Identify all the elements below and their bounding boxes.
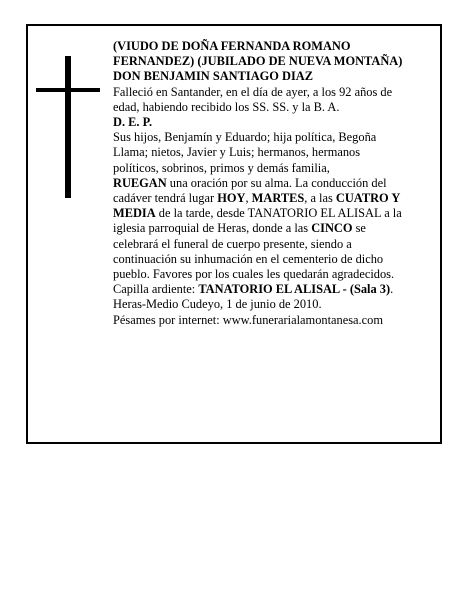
cross-horizontal-bar bbox=[36, 88, 100, 92]
ruegan-text: RUEGAN bbox=[113, 175, 167, 190]
obituary-text bbox=[113, 39, 403, 328]
ceremony-text-4: de la tarde, desde TANATORIO EL ALISAL a la iglesia parroquial de Heras, donde a las bbox=[113, 206, 402, 236]
dep-line: D. E. P. bbox=[113, 115, 153, 130]
cross-vertical-bar bbox=[65, 56, 71, 198]
ceremony-text-1: una oración por su alma. La conducción del cadáver tendrá lugar bbox=[113, 175, 387, 206]
cuatro-y-media-text: CUATRO Y MEDIA bbox=[113, 191, 400, 221]
widower-line: (VIUDO DE DOÑA FERNANDA ROMANO FERNANDEZ) (JUBILADO DE NUEVA MONTAÑA) bbox=[113, 39, 403, 69]
ceremony-paragraph bbox=[113, 176, 403, 298]
tanatorio-text: TANATORIO EL ALISAL - (Sala 3) bbox=[198, 282, 391, 297]
family-line: Sus hijos, Benjamín y Eduardo; hija política, Begoña Llama; nietos, Javier y Luis; hermanos, hermanos políticos, sobrinos, primos y demás familia, bbox=[113, 130, 377, 175]
ceremony-text-6: . bbox=[390, 282, 394, 297]
hoy-text: HOY bbox=[217, 191, 246, 206]
death-notice: Falleció en Santander, en el día de ayer, a los 92 años de edad, habiendo recibido los SS. SS. y la B. A. bbox=[113, 84, 393, 114]
cinco-text: CINCO bbox=[311, 221, 353, 236]
ceremony-text-2: , bbox=[245, 191, 252, 206]
deceased-name: DON BENJAMIN SANTIAGO DIAZ bbox=[113, 69, 313, 84]
martes-text: MARTES bbox=[251, 191, 305, 206]
ceremony-text-3: , a las bbox=[304, 191, 336, 206]
condolences-line: Pésames por internet: www.funerarialamontanesa.com bbox=[113, 312, 383, 327]
ceremony-text-5: se celebrará el funeral de cuerpo presente, siendo a continuación su inhumación en el cementerio de dicho pueblo. Favores por los cuales les quedarán agradecidos. Capilla ardiente: bbox=[113, 221, 395, 297]
place-date: Heras-Medio Cudeyo, 1 de junio de 2010. bbox=[113, 297, 322, 312]
cross-icon bbox=[36, 56, 100, 198]
